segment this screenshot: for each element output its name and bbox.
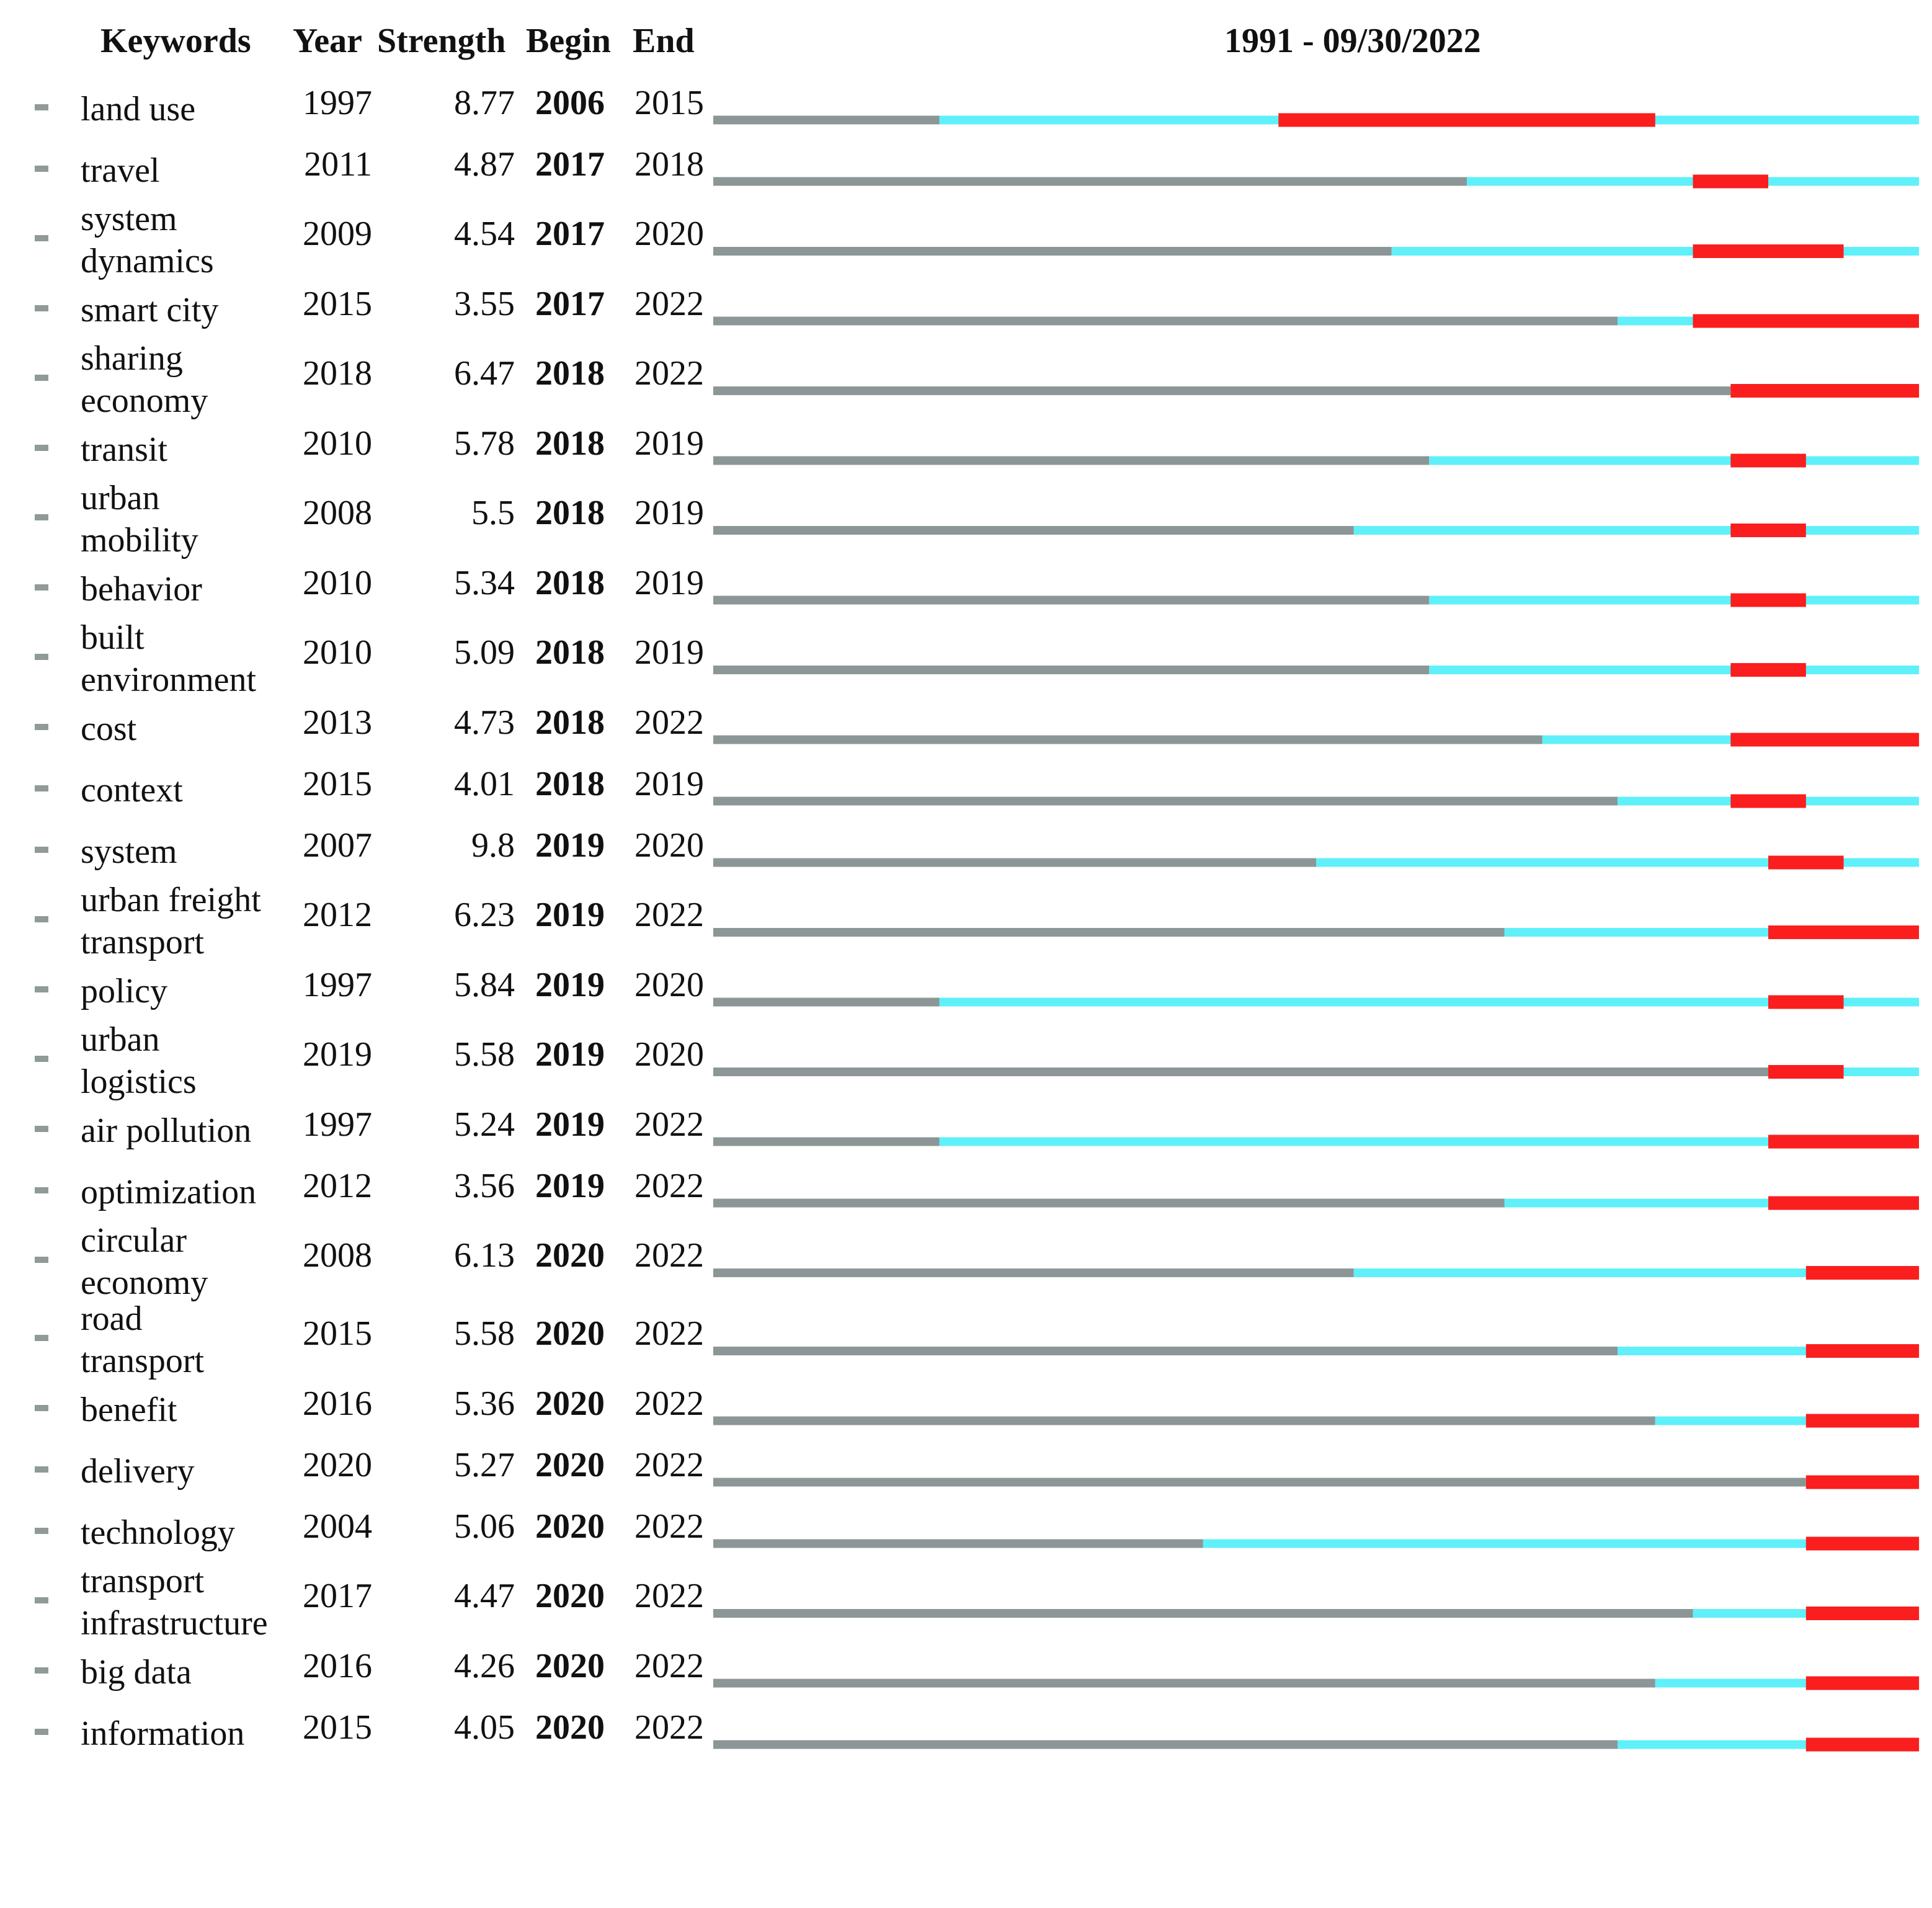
timeline-burst-segment [1768, 1197, 1919, 1210]
keyword-text: environment [81, 661, 257, 699]
keyword-text: mobility [81, 521, 198, 559]
begin-cell: 2019 [535, 1166, 605, 1205]
begin-cell: 2018 [535, 703, 605, 742]
year-cell: 2010 [303, 424, 372, 463]
end-cell: 2018 [634, 145, 704, 184]
end-cell: 2020 [634, 1035, 704, 1074]
begin-cell: 2017 [535, 145, 605, 184]
keyword-text: transport [81, 1562, 205, 1600]
strength-cell: 5.24 [454, 1105, 515, 1144]
header-strength: Strength [377, 22, 506, 60]
begin-cell: 2019 [535, 896, 605, 934]
timeline-burst-segment [1730, 384, 1919, 398]
begin-cell: 2019 [535, 1105, 605, 1144]
strength-cell: 5.06 [454, 1507, 515, 1546]
end-cell: 2022 [634, 703, 704, 742]
end-cell: 2020 [634, 215, 704, 253]
keyword-text: logistics [81, 1063, 197, 1101]
keyword-text: air pollution [81, 1111, 252, 1150]
timeline-burst-segment [1730, 594, 1806, 607]
year-cell: 2015 [303, 1314, 372, 1353]
keyword-text: economy [81, 381, 208, 420]
year-cell: 1997 [303, 965, 372, 1004]
begin-cell: 2020 [535, 1445, 605, 1484]
timeline-burst-segment [1278, 114, 1655, 127]
end-cell: 2022 [634, 1577, 704, 1615]
timeline-burst-segment [1806, 1266, 1919, 1280]
strength-cell: 5.78 [454, 424, 515, 463]
timeline-burst-segment [1806, 1476, 1919, 1489]
timeline-inactive-segment [713, 1540, 1203, 1548]
begin-cell: 2018 [535, 354, 605, 393]
keyword-text: information [81, 1714, 245, 1753]
keyword-text: infrastructure [81, 1604, 268, 1643]
end-cell: 2022 [634, 1314, 704, 1353]
timeline-burst-segment [1806, 1738, 1919, 1752]
timeline-inactive-segment [713, 1068, 1768, 1076]
timeline-burst-segment [1693, 314, 1920, 328]
begin-cell: 2017 [535, 215, 605, 253]
end-cell: 2022 [634, 1445, 704, 1484]
begin-cell: 2020 [535, 1384, 605, 1423]
begin-cell: 2018 [535, 764, 605, 803]
keyword-text: road [81, 1299, 143, 1338]
year-cell: 2013 [303, 703, 372, 742]
strength-cell: 4.73 [454, 703, 515, 742]
year-cell: 1997 [303, 83, 372, 122]
end-cell: 2022 [634, 354, 704, 393]
end-cell: 2022 [634, 1708, 704, 1747]
timeline-active-segment [1429, 666, 1919, 674]
begin-cell: 2019 [535, 826, 605, 865]
timeline-inactive-segment [713, 1199, 1505, 1208]
strength-cell: 6.13 [454, 1236, 515, 1275]
keyword-text: urban [81, 479, 160, 517]
end-cell: 2022 [634, 1166, 704, 1205]
timeline-inactive-segment [713, 797, 1618, 806]
year-cell: 2007 [303, 826, 372, 865]
timeline-burst-segment [1768, 856, 1844, 870]
year-cell: 2011 [304, 145, 372, 184]
keyword-text: system [81, 832, 177, 871]
timeline-inactive-segment [713, 526, 1354, 535]
end-cell: 2019 [634, 424, 704, 463]
timeline-burst-segment [1806, 1607, 1919, 1620]
timeline-inactive-segment [713, 1609, 1693, 1618]
begin-cell: 2020 [535, 1507, 605, 1546]
strength-cell: 8.77 [454, 83, 515, 122]
keyword-text: transport [81, 923, 205, 961]
timeline-active-segment [1429, 457, 1919, 465]
year-cell: 2016 [303, 1384, 372, 1423]
strength-cell: 5.27 [454, 1445, 515, 1484]
timeline-active-segment [1429, 596, 1919, 605]
timeline-inactive-segment [713, 1679, 1655, 1688]
timeline-inactive-segment [713, 858, 1316, 867]
timeline-inactive-segment [713, 1478, 1806, 1487]
end-cell: 2022 [634, 1384, 704, 1423]
strength-cell: 3.56 [454, 1166, 515, 1205]
year-cell: 2015 [303, 1708, 372, 1747]
strength-cell: 6.23 [454, 896, 515, 934]
timeline-inactive-segment [713, 1347, 1618, 1355]
strength-cell: 5.58 [454, 1314, 515, 1353]
year-cell: 2010 [303, 563, 372, 602]
begin-cell: 2018 [535, 563, 605, 602]
timeline-burst-segment [1768, 1065, 1844, 1079]
timeline-burst-segment [1730, 733, 1919, 747]
strength-cell: 5.5 [471, 494, 515, 532]
timeline-inactive-segment [713, 1138, 940, 1146]
strength-cell: 3.55 [454, 284, 515, 323]
begin-cell: 2018 [535, 424, 605, 463]
strength-cell: 4.26 [454, 1646, 515, 1685]
keyword-text: big data [81, 1652, 192, 1692]
begin-cell: 2018 [535, 494, 605, 532]
end-cell: 2020 [634, 826, 704, 865]
timeline-burst-segment [1768, 996, 1844, 1009]
year-cell: 2009 [303, 215, 372, 253]
begin-cell: 2020 [535, 1314, 605, 1353]
keyword-text: circular [81, 1221, 187, 1260]
timeline-inactive-segment [713, 998, 940, 1007]
end-cell: 2022 [634, 1646, 704, 1685]
keyword-text: policy [81, 971, 167, 1010]
year-cell: 1997 [303, 1105, 372, 1144]
end-cell: 2022 [634, 1105, 704, 1144]
year-cell: 2015 [303, 764, 372, 803]
begin-cell: 2017 [535, 284, 605, 323]
timeline-inactive-segment [713, 247, 1392, 256]
timeline-inactive-segment [713, 1741, 1618, 1749]
year-cell: 2016 [303, 1646, 372, 1685]
timeline-burst-segment [1730, 663, 1806, 677]
timeline-active-segment [1354, 526, 1919, 535]
keyword-text: urban freight [81, 881, 261, 919]
timeline-burst-segment [1730, 524, 1806, 537]
year-cell: 2020 [303, 1445, 372, 1484]
year-cell: 2012 [303, 896, 372, 934]
timeline-inactive-segment [713, 317, 1618, 326]
end-cell: 2022 [634, 1236, 704, 1275]
strength-cell: 4.05 [454, 1708, 515, 1747]
timeline-inactive-segment [713, 736, 1542, 744]
keyword-text: travel [81, 151, 160, 190]
strength-cell: 4.47 [454, 1577, 515, 1615]
keyword-text: urban [81, 1020, 160, 1059]
header-end: End [633, 22, 695, 60]
keyword-text: delivery [81, 1451, 195, 1491]
strength-cell: 5.36 [454, 1384, 515, 1423]
keyword-text: economy [81, 1264, 208, 1302]
timeline-inactive-segment [713, 116, 940, 125]
end-cell: 2019 [634, 764, 704, 803]
keyword-text: system [81, 200, 177, 238]
strength-cell: 9.8 [471, 826, 515, 865]
timeline-burst-segment [1806, 1677, 1919, 1690]
timeline-inactive-segment [713, 1268, 1354, 1277]
strength-cell: 4.01 [454, 764, 515, 803]
year-cell: 2019 [303, 1035, 372, 1074]
keyword-text: benefit [81, 1390, 177, 1429]
timeline-burst-segment [1693, 244, 1844, 258]
keyword-text: smart city [81, 290, 219, 329]
timeline-burst-segment [1806, 1414, 1919, 1428]
timeline-inactive-segment [713, 386, 1730, 395]
keyword-text: transport [81, 1342, 205, 1380]
begin-cell: 2020 [535, 1236, 605, 1275]
timeline-burst-segment [1693, 175, 1769, 189]
keyword-text: cost [81, 709, 137, 748]
timeline-inactive-segment [713, 596, 1429, 605]
end-cell: 2022 [634, 896, 704, 934]
begin-cell: 2020 [535, 1646, 605, 1685]
header-time-range: 1991 - 09/30/2022 [1224, 22, 1481, 60]
timeline-burst-segment [1806, 1344, 1919, 1358]
year-cell: 2012 [303, 1166, 372, 1205]
begin-cell: 2019 [535, 1035, 605, 1074]
strength-cell: 4.87 [454, 145, 515, 184]
end-cell: 2019 [634, 563, 704, 602]
timeline-burst-segment [1768, 925, 1919, 939]
keyword-text: built [81, 618, 145, 657]
keyword-text: land use [81, 89, 196, 128]
year-cell: 2015 [303, 284, 372, 323]
keyword-text: context [81, 770, 183, 809]
strength-cell: 5.58 [454, 1035, 515, 1074]
year-cell: 2004 [303, 1507, 372, 1546]
timeline-inactive-segment [713, 1417, 1655, 1425]
timeline-inactive-segment [713, 457, 1429, 465]
end-cell: 2019 [634, 494, 704, 532]
timeline-inactive-segment [713, 666, 1429, 674]
begin-cell: 2019 [535, 965, 605, 1004]
timeline-inactive-segment [713, 928, 1505, 937]
header-keywords: Keywords [100, 22, 251, 60]
keyword-text: transit [81, 430, 167, 469]
keyword-text: sharing [81, 339, 183, 378]
timeline-burst-segment [1730, 454, 1806, 468]
end-cell: 2015 [634, 83, 704, 122]
end-cell: 2022 [634, 284, 704, 323]
end-cell: 2022 [634, 1507, 704, 1546]
strength-cell: 5.34 [454, 563, 515, 602]
end-cell: 2020 [634, 965, 704, 1004]
year-cell: 2008 [303, 1236, 372, 1275]
strength-cell: 4.54 [454, 215, 515, 253]
begin-cell: 2018 [535, 633, 605, 672]
header-begin: Begin [526, 22, 611, 60]
keyword-text: behavior [81, 569, 202, 609]
keyword-text: dynamics [81, 242, 214, 280]
begin-cell: 2006 [535, 83, 605, 122]
header-year: Year [293, 22, 362, 60]
strength-cell: 5.09 [454, 633, 515, 672]
year-cell: 2018 [303, 354, 372, 393]
begin-cell: 2020 [535, 1577, 605, 1615]
timeline-burst-segment [1768, 1135, 1919, 1149]
timeline-burst-segment [1806, 1537, 1919, 1551]
begin-cell: 2020 [535, 1708, 605, 1747]
timeline-burst-segment [1730, 795, 1806, 808]
strength-cell: 5.84 [454, 965, 515, 1004]
keyword-text: optimization [81, 1172, 257, 1211]
year-cell: 2017 [303, 1577, 372, 1615]
year-cell: 2010 [303, 633, 372, 672]
timeline-inactive-segment [713, 177, 1467, 186]
keyword-text: technology [81, 1513, 235, 1552]
strength-cell: 6.47 [454, 354, 515, 393]
year-cell: 2008 [303, 494, 372, 532]
end-cell: 2019 [634, 633, 704, 672]
